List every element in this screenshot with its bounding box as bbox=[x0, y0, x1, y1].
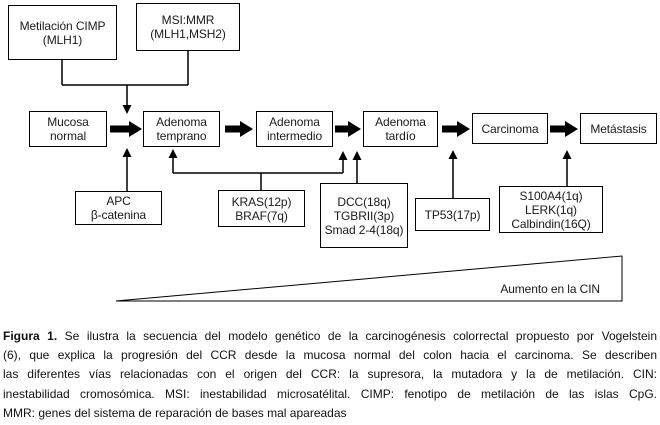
box-line: Calbindin(16Q) bbox=[511, 216, 591, 231]
box-line: intermedio bbox=[266, 129, 323, 143]
box-line: Metilación CIMP bbox=[19, 18, 106, 33]
box-line: β-catenina bbox=[90, 208, 147, 222]
box-line: KRAS(12p) bbox=[231, 194, 292, 209]
cin-triangle-label: Aumento en la CIN bbox=[500, 282, 600, 296]
box-line: Adenoma bbox=[375, 115, 426, 129]
box-line: BRAF(7q) bbox=[235, 208, 288, 223]
box-adenoma-intermedio bbox=[256, 111, 333, 147]
box-adenoma-tardio bbox=[363, 111, 438, 147]
caption-line: MMR: genes del sistema de reparación de bases mal apareadas bbox=[3, 405, 347, 420]
box-metilacion-cimp bbox=[8, 5, 117, 60]
caption-text: Se ilustra la secuencia del modelo genético de la carcinogénesis colorrectal propuesto por Vogelstein bbox=[64, 329, 658, 343]
box-line: Adenoma bbox=[269, 115, 320, 129]
box-line: MSI:MMR bbox=[161, 13, 215, 27]
box-line: DCC(18q) bbox=[337, 194, 391, 209]
transition-arrow-1 bbox=[110, 121, 142, 137]
box-line: Metástasis bbox=[590, 121, 647, 136]
caption-line bbox=[3, 327, 657, 346]
box-tp53 bbox=[415, 198, 490, 231]
box-line: (MLH1,MSH2) bbox=[150, 27, 226, 41]
box-line: Adenoma bbox=[156, 115, 207, 129]
caption-line: inestabilidad cromosómica. MSI: inestabilidad microsatélital. CIMP: fenotipo de metilación de las islas CpG. bbox=[3, 386, 657, 401]
box-s100a4-lerk-calbindin bbox=[499, 186, 603, 233]
s100a4-arrow bbox=[563, 150, 572, 186]
box-kras-braf bbox=[218, 190, 305, 227]
caption-line: las diferentes vías relacionadas con el origen del CCR: la supresora, la mutadora y la de metilación. CIN: bbox=[3, 367, 657, 382]
box-line: APC bbox=[106, 194, 131, 208]
apc-arrow bbox=[123, 148, 132, 191]
box-line: Smad 2-4(18q) bbox=[324, 222, 404, 237]
box-mucosa-normal bbox=[29, 111, 107, 147]
box-line: Carcinoma bbox=[481, 121, 539, 136]
box-line: temprano bbox=[156, 129, 207, 143]
transition-arrow-4 bbox=[442, 121, 470, 137]
figure-caption bbox=[3, 327, 657, 423]
methylation-connector-arrow bbox=[62, 51, 188, 114]
box-metastasis bbox=[580, 113, 657, 144]
box-line: S100A4(1q) bbox=[519, 188, 583, 203]
box-dcc-tgbrii-smad bbox=[320, 183, 408, 248]
transition-arrow-5 bbox=[550, 121, 578, 137]
box-msi-mmr bbox=[136, 3, 240, 51]
box-line: normal bbox=[49, 129, 87, 143]
transition-arrow-2 bbox=[225, 121, 253, 137]
box-line: tardío bbox=[385, 129, 416, 143]
box-adenoma-temprano bbox=[143, 111, 220, 147]
box-apc-catenina bbox=[75, 191, 162, 225]
caption-line: (6), que explica la progresión del CCR desde la mucosa normal del colon hacia el carcinoma. Se describen bbox=[3, 348, 657, 363]
box-line: LERK(1q) bbox=[525, 202, 577, 217]
tp53-arrow bbox=[449, 150, 458, 198]
dcc-arrow bbox=[353, 151, 362, 183]
caption-figure-label: Figura 1. bbox=[3, 329, 58, 343]
transition-arrow-3 bbox=[335, 121, 361, 137]
box-line: (MLH1) bbox=[42, 32, 83, 47]
box-line: TP53(17p) bbox=[424, 207, 481, 222]
box-line: TGBRII(3p) bbox=[333, 208, 395, 223]
box-carcinoma bbox=[472, 113, 548, 144]
box-line: Mucosa bbox=[47, 115, 89, 129]
